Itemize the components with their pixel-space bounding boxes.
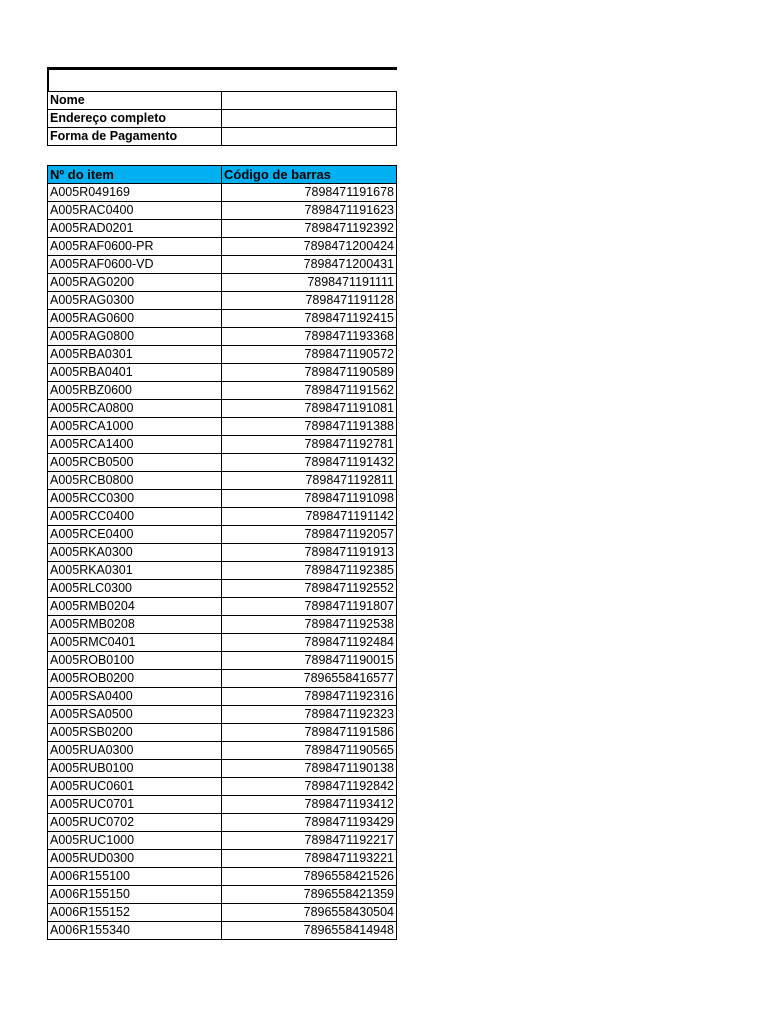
barcode-cell[interactable]: 7898471192781 [222,436,397,454]
table-row [48,814,397,832]
form-value-cell[interactable] [222,92,397,110]
table-row [48,382,397,400]
form-label: Forma de Pagamento [48,128,222,146]
item-number-cell[interactable]: A005RUC0701 [48,796,222,814]
item-number-cell[interactable]: A005RUC0601 [48,778,222,796]
item-number-cell[interactable]: A005RCC0300 [48,490,222,508]
table-row [48,724,397,742]
item-number-cell[interactable]: A005RCE0400 [48,526,222,544]
item-number-cell[interactable]: A005RAD0201 [48,220,222,238]
item-number-cell[interactable]: A005RMB0204 [48,598,222,616]
barcode-cell[interactable]: 7898471192323 [222,706,397,724]
barcode-cell[interactable]: 7898471193429 [222,814,397,832]
item-number-cell[interactable]: A005RUA0300 [48,742,222,760]
barcode-cell[interactable]: 7896558421526 [222,868,397,886]
form-value-cell[interactable] [222,110,397,128]
table-row [48,454,397,472]
item-number-cell[interactable]: A005RBZ0600 [48,382,222,400]
item-number-cell[interactable]: A005RLC0300 [48,580,222,598]
table-row [48,508,397,526]
item-number-cell[interactable]: A005RSA0500 [48,706,222,724]
table-row [48,796,397,814]
barcode-cell[interactable]: 7898471191807 [222,598,397,616]
table-row [48,598,397,616]
barcode-cell[interactable]: 7898471193412 [222,796,397,814]
barcode-cell[interactable]: 7898471190015 [222,652,397,670]
table-row [48,616,397,634]
barcode-cell[interactable]: 7898471191913 [222,544,397,562]
table-row [48,292,397,310]
barcode-cell[interactable]: 7898471190565 [222,742,397,760]
table-row [48,256,397,274]
barcode-cell[interactable]: 7898471192217 [222,832,397,850]
barcode-cell[interactable]: 7898471191586 [222,724,397,742]
table-row [48,328,397,346]
barcode-cell[interactable]: 7898471192316 [222,688,397,706]
table-row [48,472,397,490]
item-number-cell[interactable]: A005RAF0600-PR [48,238,222,256]
item-number-cell[interactable]: A005RCB0800 [48,472,222,490]
barcode-cell[interactable]: 7898471190572 [222,346,397,364]
barcode-cell[interactable]: 7896558421359 [222,886,397,904]
form-label: Nome [48,92,222,110]
item-number-cell[interactable]: A005RCB0500 [48,454,222,472]
item-number-cell[interactable]: A005RUC1000 [48,832,222,850]
table-row [48,706,397,724]
table-row [48,526,397,544]
title-cell[interactable] [47,67,397,91]
barcode-cell[interactable]: 7898471192552 [222,580,397,598]
item-number-cell[interactable]: A005RUC0702 [48,814,222,832]
table-row [48,562,397,580]
table-row [48,634,397,652]
item-number-cell[interactable]: A005RUD0300 [48,850,222,868]
table-row [48,274,397,292]
form-row [48,92,397,110]
table-row [48,850,397,868]
barcode-cell[interactable]: 7898471193221 [222,850,397,868]
barcode-cell[interactable]: 7898471191081 [222,400,397,418]
item-number-cell[interactable]: A005RBA0401 [48,364,222,382]
item-number-cell[interactable]: A005RKA0300 [48,544,222,562]
item-number-cell[interactable]: A005RMC0401 [48,634,222,652]
spacer [47,146,397,165]
item-number-cell[interactable]: A006R155152 [48,904,222,922]
item-number-cell[interactable]: A006R155100 [48,868,222,886]
table-row [48,310,397,328]
spreadsheet [47,67,397,940]
table-row [48,886,397,904]
barcode-cell[interactable]: 7898471192484 [222,634,397,652]
item-number-cell[interactable]: A005RAG0800 [48,328,222,346]
items-header-row [48,166,397,184]
item-number-cell[interactable]: A005RCA1400 [48,436,222,454]
table-row [48,184,397,202]
barcode-cell[interactable]: 7898471191111 [222,274,397,292]
item-number-cell[interactable]: A005RSB0200 [48,724,222,742]
barcode-cell[interactable]: 7898471193368 [222,328,397,346]
header-barcode[interactable]: Código de barras [222,166,397,184]
form-label: Endereço completo [48,110,222,128]
item-number-cell[interactable]: A005RAC0400 [48,202,222,220]
table-row [48,580,397,598]
item-number-cell[interactable]: A005RAG0300 [48,292,222,310]
barcode-cell[interactable]: 7896558414948 [222,922,397,940]
form-value-cell[interactable] [222,128,397,146]
item-number-cell[interactable]: A005RAG0600 [48,310,222,328]
table-row [48,202,397,220]
barcode-cell[interactable]: 7896558416577 [222,670,397,688]
barcode-cell[interactable]: 7898471192811 [222,472,397,490]
barcode-cell[interactable]: 7898471192842 [222,778,397,796]
table-row [48,544,397,562]
table-row [48,868,397,886]
item-number-cell[interactable]: A005R049169 [48,184,222,202]
table-row [48,832,397,850]
barcode-cell[interactable]: 7898471191623 [222,202,397,220]
barcode-cell[interactable]: 7898471192415 [222,310,397,328]
item-number-cell[interactable]: A005RKA0301 [48,562,222,580]
table-row [48,490,397,508]
table-row [48,922,397,940]
table-row [48,742,397,760]
barcode-cell[interactable]: 7898471191098 [222,490,397,508]
item-number-cell[interactable]: A005RUB0100 [48,760,222,778]
barcode-cell[interactable]: 7898471192385 [222,562,397,580]
form-row [48,110,397,128]
barcode-cell[interactable]: 7896558430504 [222,904,397,922]
item-number-cell[interactable]: A005RCC0400 [48,508,222,526]
customer-form-table [47,91,397,146]
item-number-cell[interactable]: A005RCA0800 [48,400,222,418]
item-number-cell[interactable]: A005RSA0400 [48,688,222,706]
table-row [48,688,397,706]
table-row [48,238,397,256]
item-number-cell[interactable]: A005RBA0301 [48,346,222,364]
barcode-cell[interactable]: 7898471191432 [222,454,397,472]
table-row [48,436,397,454]
barcode-cell[interactable]: 7898471191562 [222,382,397,400]
table-row [48,652,397,670]
barcode-cell[interactable]: 7898471200424 [222,238,397,256]
barcode-cell[interactable]: 7898471200431 [222,256,397,274]
table-row [48,418,397,436]
barcode-cell[interactable]: 7898471190589 [222,364,397,382]
table-row [48,760,397,778]
table-row [48,400,397,418]
table-row [48,364,397,382]
barcode-cell[interactable]: 7898471191388 [222,418,397,436]
barcode-cell[interactable]: 7898471191142 [222,508,397,526]
item-number-cell[interactable]: A005ROB0100 [48,652,222,670]
table-row [48,346,397,364]
header-item-number[interactable]: Nº do item [48,166,222,184]
item-number-cell[interactable]: A005RMB0208 [48,616,222,634]
table-row [48,670,397,688]
barcode-cell[interactable]: 7898471191128 [222,292,397,310]
table-row [48,220,397,238]
item-number-cell[interactable]: A005RCA1000 [48,418,222,436]
item-number-cell[interactable]: A005ROB0200 [48,670,222,688]
item-number-cell[interactable]: A005RAF0600-VD [48,256,222,274]
items-table [47,165,397,940]
barcode-cell[interactable]: 7898471190138 [222,760,397,778]
item-number-cell[interactable]: A005RAG0200 [48,274,222,292]
item-number-cell[interactable]: A006R155150 [48,886,222,904]
table-row [48,904,397,922]
barcode-cell[interactable]: 7898471191678 [222,184,397,202]
barcode-cell[interactable]: 7898471192057 [222,526,397,544]
form-row [48,128,397,146]
barcode-cell[interactable]: 7898471192538 [222,616,397,634]
barcode-cell[interactable]: 7898471192392 [222,220,397,238]
table-row [48,778,397,796]
item-number-cell[interactable]: A006R155340 [48,922,222,940]
